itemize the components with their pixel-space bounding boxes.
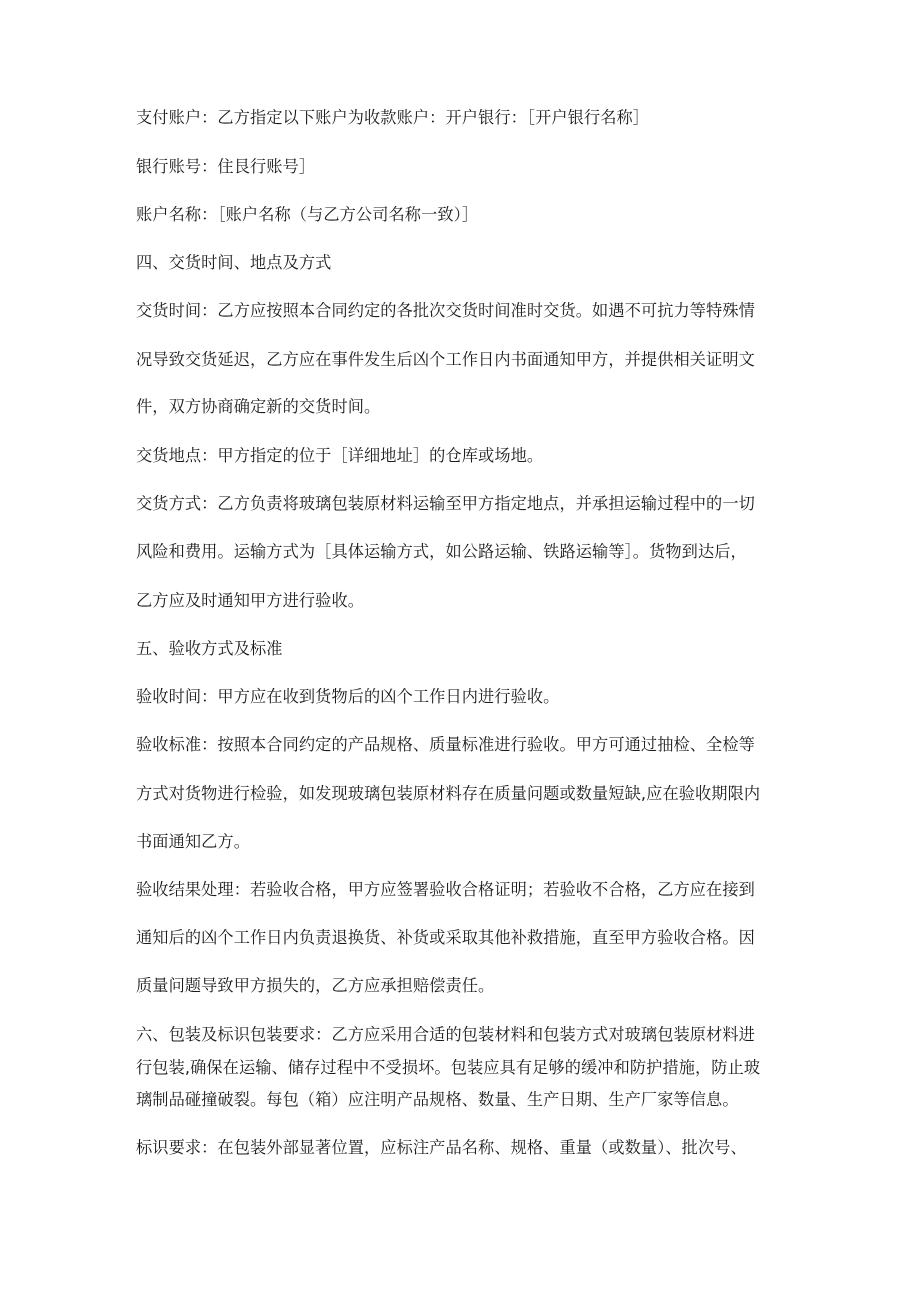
acceptance-result-line-1: 验收结果处理：若验收合格，甲方应签署验收合格证明；若验收不合格，乙方应在接到 xyxy=(136,880,755,899)
delivery-method-line-3: 乙方应及时通知甲方进行验收。 xyxy=(136,591,365,610)
acceptance-result-line-3: 质量问题导致甲方损失的，乙方应承担赔偿责任。 xyxy=(136,976,495,995)
section-4-heading: 四、交货时间、地点及方式 xyxy=(136,253,332,272)
delivery-location-line: 交货地点：甲方指定的位于［详细地址］的仓库或场地。 xyxy=(136,446,544,465)
section-5-heading: 五、验收方式及标准 xyxy=(136,639,283,658)
section-6-packaging-line-3: 璃制品碰撞破裂。每包（箱）应注明产品规格、数量、生产日期、生产厂家等信息。 xyxy=(136,1090,739,1109)
delivery-time-line-3: 件，双方协商确定新的交货时间。 xyxy=(136,397,381,416)
acceptance-result-line-2: 通知后的凶个工作日内负责退换货、补货或采取其他补救措施，直至甲方验收合格。因 xyxy=(136,928,755,947)
section-6-packaging-line-1: 六、包装及标识包装要求：乙方应采用合适的包装材料和包装方式对玻璃包装原材料进 xyxy=(136,1025,755,1044)
delivery-method-line-2: 风险和费用。运输方式为［具体运输方式，如公路运输、铁路运输等］。货物到达后， xyxy=(136,542,747,561)
acceptance-standard-line-1: 验收标准：按照本合同约定的产品规格、质量标准进行验收。甲方可通过抽检、全检等 xyxy=(136,735,755,754)
delivery-method-line-1: 交货方式：乙方负责将玻璃包装原材料运输至甲方指定地点，并承担运输过程中的一切 xyxy=(136,494,755,513)
delivery-time-line-1: 交货时间：乙方应按照本合同约定的各批次交货时间准时交货。如遇不可抗力等特殊情 xyxy=(136,301,755,320)
bank-account-number-line: 银行账号：住艮行账号］ xyxy=(136,157,316,176)
acceptance-standard-line-3: 书面通知乙方。 xyxy=(136,832,251,851)
labeling-requirements-line: 标识要求：在包装外部显著位置，应标注产品名称、规格、重量（或数量）、批次号、 xyxy=(136,1138,747,1157)
section-6-packaging-line-2: 行包装,确保在运输、储存过程中不受损坏。包装应具有足够的缓冲和防护措施，防止玻 xyxy=(136,1058,761,1077)
acceptance-standard-line-2: 方式对货物进行检验，如发现玻璃包装原材料存在质量问题或数量短缺,应在验收期限内 xyxy=(136,784,761,803)
acceptance-time-line: 验收时间：甲方应在收到货物后的凶个工作日内进行验收。 xyxy=(136,687,560,706)
delivery-time-line-2: 况导致交货延迟，乙方应在事件发生后凶个工作日内书面通知甲方，并提供相关证明文 xyxy=(136,350,755,369)
payment-account-line: 支付账户：乙方指定以下账户为收款账户：开户银行：［开户银行名称］ xyxy=(136,108,650,127)
account-name-line: 账户名称：［账户名称（与乙方公司名称一致）］ xyxy=(136,205,479,224)
